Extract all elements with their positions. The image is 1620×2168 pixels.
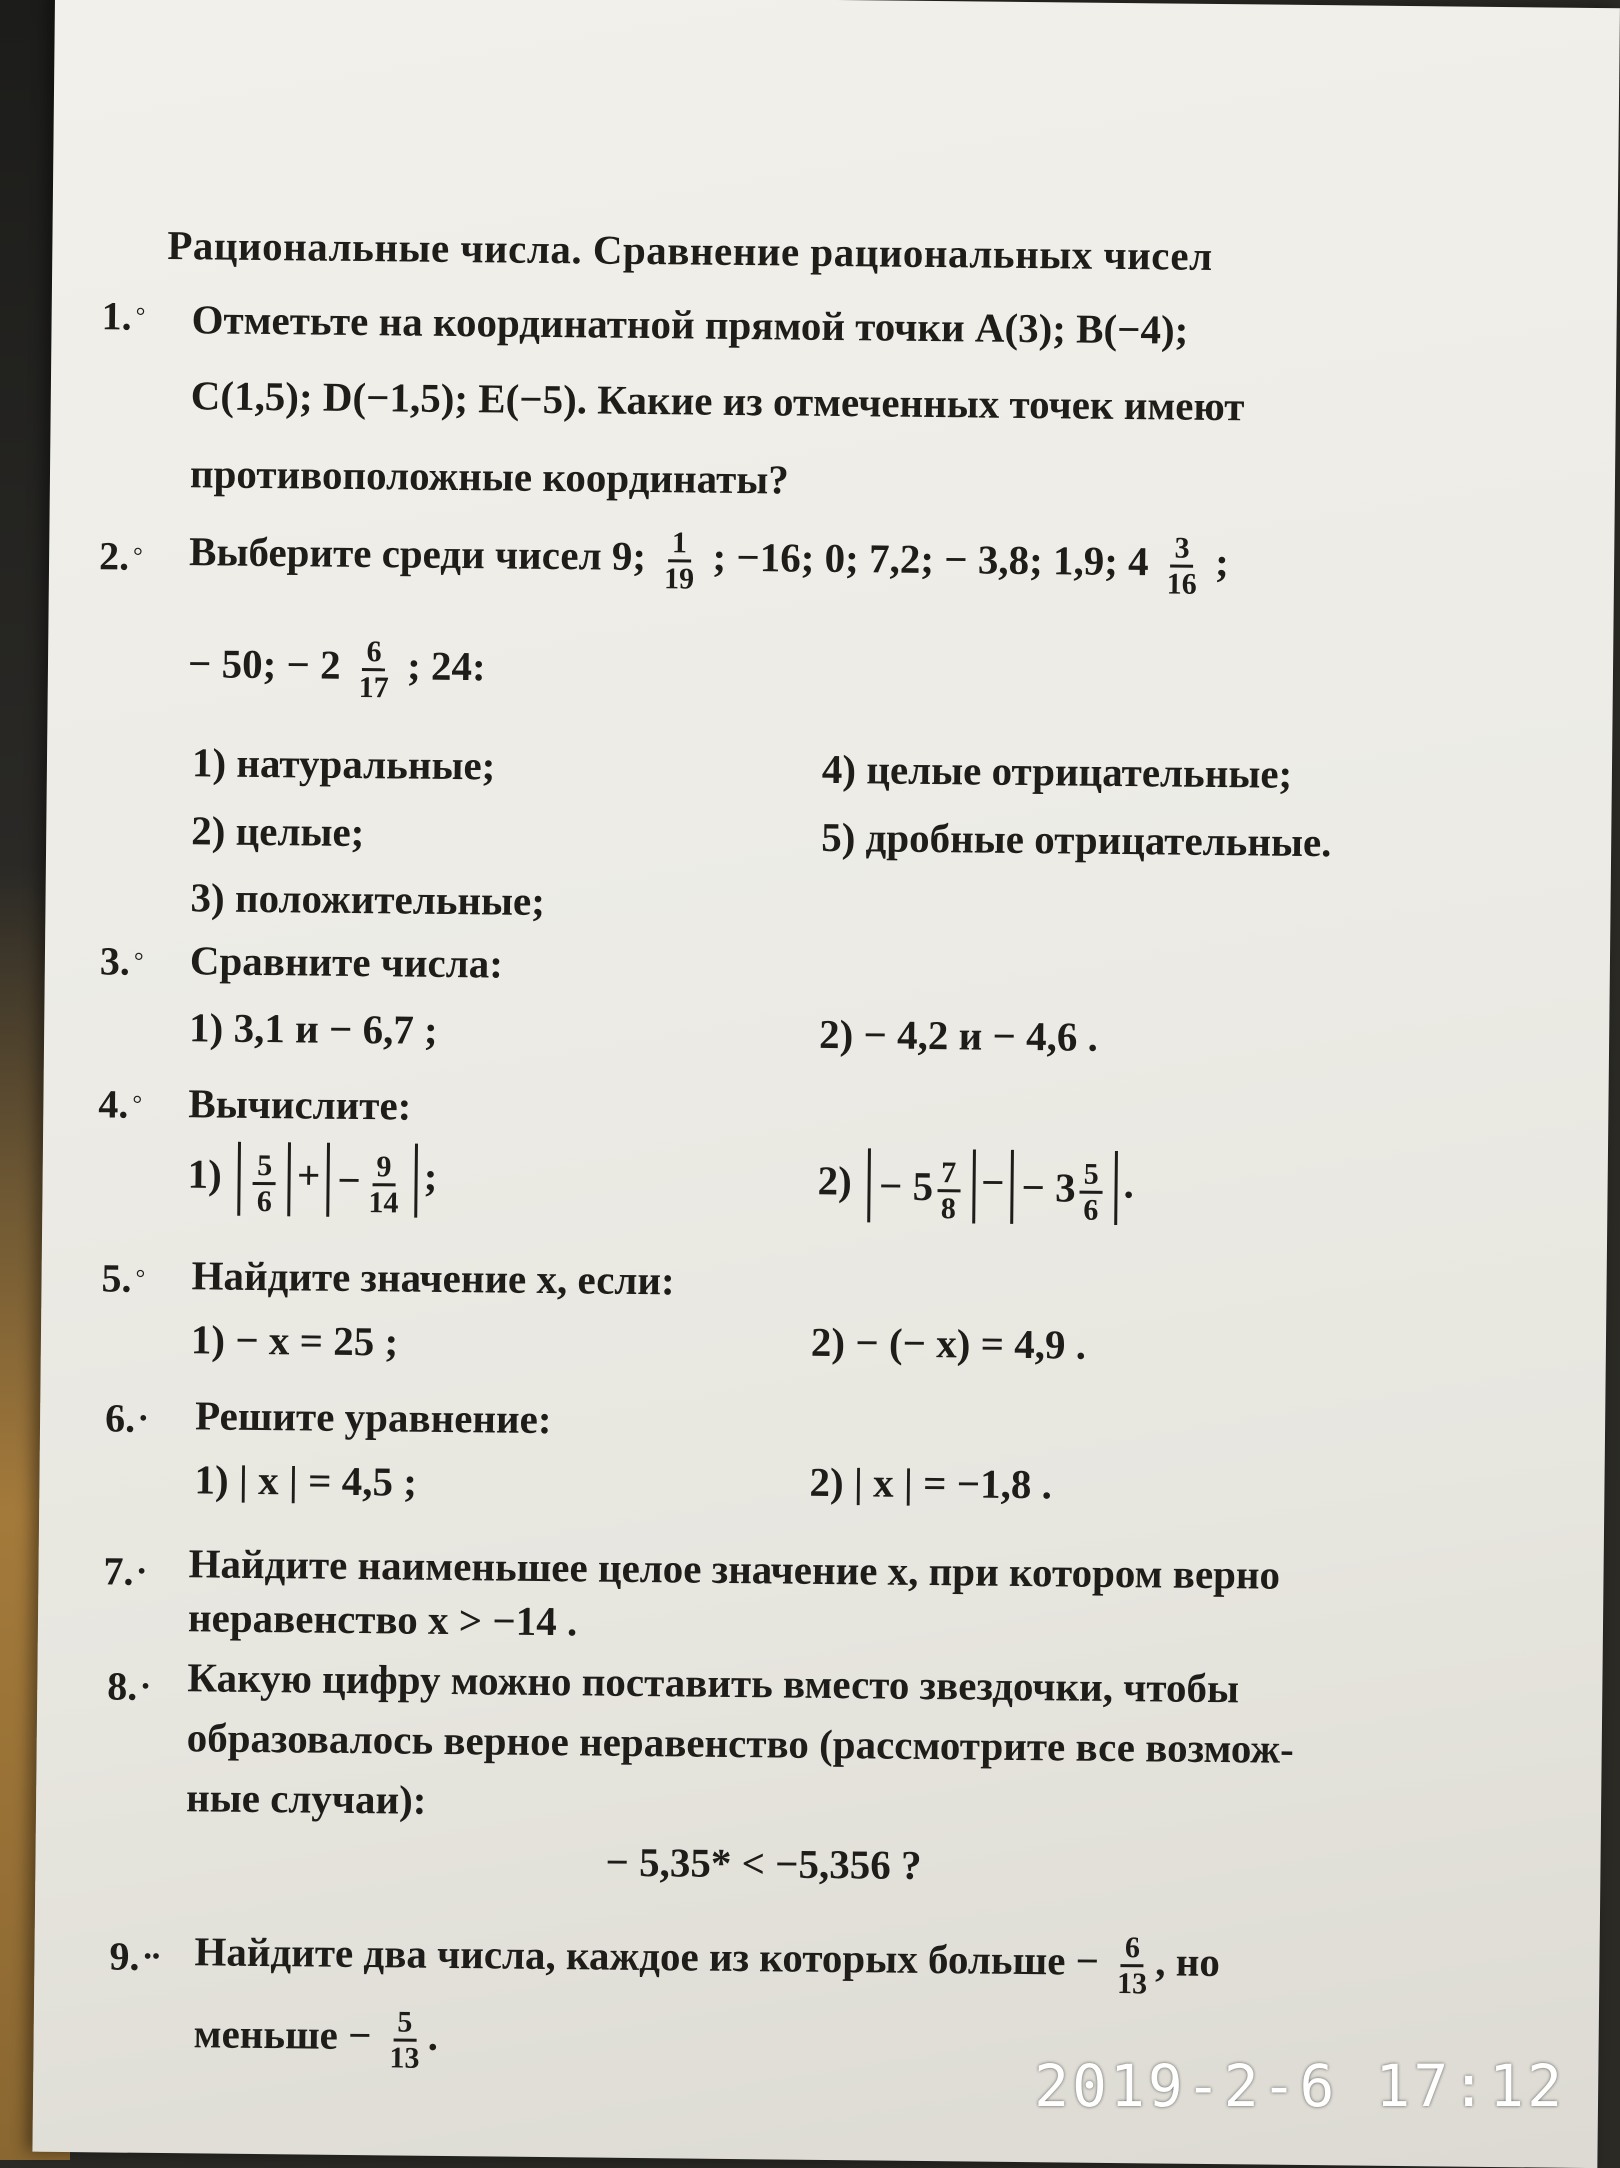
task-4-part-1 xyxy=(187,1141,438,1218)
task-2-lead: Выберите среди чисел 9; xyxy=(188,528,647,579)
task-difficulty-mark: • xyxy=(141,1673,150,1700)
task-5-part-1: 1) − x = 25 ; xyxy=(190,1316,399,1365)
task-2-option-3: 3) положительные; xyxy=(190,874,546,924)
fraction xyxy=(1079,1158,1103,1227)
task-7-line-2: неравенство x > −14 . xyxy=(187,1594,578,1645)
task-2-option-2: 2) целые; xyxy=(191,807,365,856)
fraction-numerator: 1 xyxy=(668,526,691,562)
task-1-line-1: Отметьте на координатной прямой точки A(3); B(−4); xyxy=(191,296,1189,353)
absolute-value xyxy=(1010,1150,1118,1225)
mixed-whole: − 5 xyxy=(878,1162,934,1210)
task-number: 3. xyxy=(99,938,131,984)
fraction-denominator: 16 xyxy=(1166,567,1197,601)
fraction-denominator: 13 xyxy=(389,2041,420,2075)
task-difficulty-mark: ° xyxy=(135,1265,146,1292)
task-1 xyxy=(101,292,145,339)
minus-sign: − xyxy=(337,1156,362,1204)
task-8-line-1: Какую цифру можно поставить вместо звездочки, чтобы xyxy=(187,1654,1240,1712)
task-5-part-2: 2) − (− x) = 4,9 . xyxy=(810,1318,1087,1368)
fraction-denominator: 19 xyxy=(663,562,695,596)
fraction xyxy=(253,1149,277,1218)
fraction xyxy=(660,526,699,595)
fraction-numerator: 5 xyxy=(253,1149,276,1185)
mixed-whole: − 3 xyxy=(1021,1163,1076,1211)
fraction-numerator: 5 xyxy=(393,2005,416,2041)
task-2-numbers: ; 24: xyxy=(406,642,486,690)
task-number: 7. xyxy=(103,1548,134,1594)
worksheet-paper xyxy=(32,0,1620,2168)
task-1-line-3: противоположные координаты? xyxy=(189,450,790,503)
task-2-option-4: 4) целые отрицательные; xyxy=(821,745,1293,797)
task-4 xyxy=(98,1080,142,1127)
task-9-line-2 xyxy=(193,2003,438,2075)
task-7-line-1: Найдите наименьшее целое значение x, при котором верно xyxy=(188,1540,1281,1598)
task-number: 2. xyxy=(98,533,130,579)
fraction-denominator: 6 xyxy=(256,1185,272,1219)
fraction-numerator: 3 xyxy=(1170,532,1193,568)
task-number: 1. xyxy=(101,293,132,339)
part-label: 2) xyxy=(817,1157,853,1204)
task-9-text: Найдите два числа, каждое из которых больше − xyxy=(194,1928,1100,1984)
fraction-denominator: 17 xyxy=(358,671,389,705)
task-8-line-2: образовалось верное неравенство (рассмотрите все возмож- xyxy=(186,1714,1294,1772)
task-6 xyxy=(105,1394,148,1441)
fraction-denominator: 14 xyxy=(368,1186,399,1220)
task-2-option-1: 1) натуральные; xyxy=(191,739,496,789)
fraction-numerator: 9 xyxy=(372,1150,395,1186)
absolute-value xyxy=(868,1148,976,1226)
task-1-line-2: C(1,5); D(−1,5); E(−5). Какие из отмеченных точек имеют xyxy=(190,372,1245,430)
punctuation: . xyxy=(427,2012,439,2059)
task-6-part-2: 2) | x | = −1,8 . xyxy=(809,1458,1053,1508)
photo-timestamp: 2019-2-6 17:12 xyxy=(1034,2052,1565,2120)
worksheet-title: Рациональные числа. Сравнение рациональных чисел xyxy=(167,221,1213,279)
fraction-numerator: 7 xyxy=(937,1156,960,1192)
part-label: 1) xyxy=(187,1150,223,1198)
task-difficulty-mark: ° xyxy=(135,303,146,330)
absolute-value xyxy=(238,1142,292,1217)
fraction-numerator: 5 xyxy=(1080,1158,1103,1194)
task-7 xyxy=(103,1547,146,1594)
fraction-numerator: 6 xyxy=(362,635,385,671)
task-difficulty-mark: ° xyxy=(132,1091,143,1118)
task-9-line-1 xyxy=(194,1921,1220,2001)
minus-sign: − xyxy=(980,1158,1005,1206)
fraction xyxy=(1113,1931,1152,2000)
task-number: 9. xyxy=(109,1933,140,1979)
fraction xyxy=(385,2005,424,2074)
task-6-heading: Решите уравнение: xyxy=(194,1392,552,1443)
fraction-denominator: 13 xyxy=(1116,1967,1148,2001)
task-difficulty-mark: •• xyxy=(143,1943,161,1970)
task-5 xyxy=(101,1254,145,1301)
task-9-tail: , но xyxy=(1155,1938,1221,1986)
fraction xyxy=(354,635,393,704)
task-2-numbers: − 50; − 2 xyxy=(187,640,341,688)
fraction xyxy=(937,1156,961,1225)
task-4-heading: Вычислите: xyxy=(188,1080,412,1129)
task-6-part-1: 1) | x | = 4,5 ; xyxy=(194,1456,418,1505)
task-3 xyxy=(100,937,144,984)
task-2-line-1 xyxy=(189,521,1229,601)
plus-sign: + xyxy=(296,1151,321,1199)
task-3-part-2: 2) − 4,2 и − 4,6 . xyxy=(818,1010,1099,1060)
absolute-value xyxy=(326,1143,418,1218)
punctuation: ; xyxy=(1214,538,1230,586)
fraction xyxy=(1162,531,1201,600)
task-2 xyxy=(99,532,143,579)
task-9-text: меньше − xyxy=(193,2010,372,2059)
task-difficulty-mark: • xyxy=(137,1558,147,1585)
fraction-numerator: 6 xyxy=(1121,1931,1144,1967)
punctuation: ; xyxy=(423,1153,438,1200)
task-5-heading: Найдите значение x, если: xyxy=(191,1252,675,1304)
task-2-option-5: 5) дробные отрицательные. xyxy=(820,813,1332,866)
task-difficulty-mark: • xyxy=(138,1405,148,1432)
task-4-part-2 xyxy=(817,1148,1134,1225)
task-number: 5. xyxy=(101,1255,132,1301)
task-number: 4. xyxy=(98,1081,129,1127)
task-2-line-2 xyxy=(188,633,486,705)
fraction-denominator: 6 xyxy=(1083,1193,1099,1227)
task-2-numbers: ; −16; 0; 7,2; − 3,8; 1,9; 4 xyxy=(712,533,1149,585)
fraction xyxy=(364,1150,403,1219)
task-number: 6. xyxy=(104,1395,136,1441)
task-number: 8. xyxy=(107,1663,138,1709)
task-8 xyxy=(107,1662,150,1709)
task-8-line-3: ные случаи): xyxy=(185,1774,427,1823)
task-3-heading: Сравните числа: xyxy=(189,937,504,987)
task-3-part-1: 1) 3,1 и − 6,7 ; xyxy=(188,1004,438,1053)
punctuation: . xyxy=(1123,1160,1135,1207)
task-8-expression: − 5,35* < −5,356 ? xyxy=(605,1838,922,1888)
fraction-denominator: 8 xyxy=(940,1192,957,1226)
task-difficulty-mark: ° xyxy=(133,948,144,975)
task-9 xyxy=(109,1932,160,1980)
task-difficulty-mark: ° xyxy=(132,543,143,570)
